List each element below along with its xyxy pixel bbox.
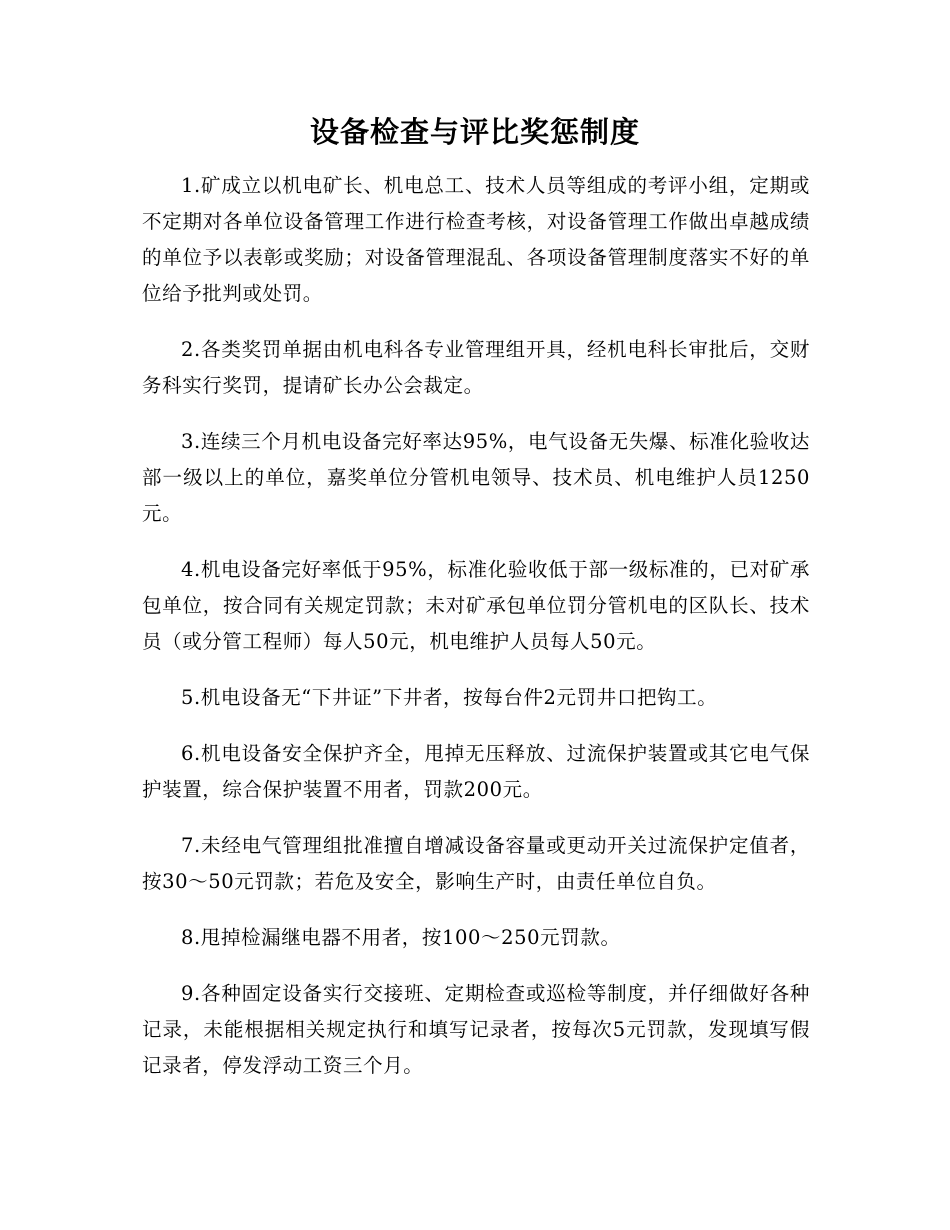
- paragraph-8: 8.甩掉检漏继电器不用者，按100～250元罚款。: [181, 926, 621, 949]
- paragraph-2: 2.各类奖罚单据由机电科各专业管理组开具，经机电科长审批后，交财务科实行奖罚，提请矿长办公会裁定。: [142, 338, 810, 397]
- document-body: [142, 168, 810, 1104]
- page-title: 设备检查与评比奖惩制度: [309, 115, 640, 149]
- paragraph-5: 5.机电设备无“下井证”下井者，按每台件2元罚井口把钩工。: [181, 686, 718, 709]
- paragraph-9: 9.各种固定设备实行交接班、定期检查或巡检等制度，并仔细做好各种记录，未能根据相关规定执行和填写记录者，按每次5元罚款，发现填写假记录者，停发浮动工资三个月。: [142, 982, 810, 1077]
- paragraph-6: 6.机电设备安全保护齐全，甩掉无压释放、过流保护装置或其它电气保护装置，综合保护装置不用者，罚款200元。: [142, 742, 810, 801]
- paragraph-4: 4.机电设备完好率低于95%，标准化验收低于部一级标准的，已对矿承包单位，按合同有关规定罚款；未对矿承包单位罚分管机电的区队长、技术员（或分管工程师）每人50元，机电维护人员每人50元。: [142, 558, 810, 653]
- paragraph-7: 7.未经电气管理组批准擅自增减设备容量或更动开关过流保护定值者，按30～50元罚款；若危及安全，影响生产时，由责任单位自负。: [142, 834, 810, 893]
- paragraph-3: 3.连续三个月机电设备完好率达95%，电气设备无失爆、标准化验收达部一级以上的单位，嘉奖单位分管机电领导、技术员、机电维护人员1250元。: [142, 430, 810, 525]
- paragraph-1: 1.矿成立以机电矿长、机电总工、技术人员等组成的考评小组，定期或不定期对各单位设备管理工作进行检查考核，对设备管理工作做出卓越成绩的单位予以表彰或奖励；对设备管理混乱、各项设备管理制度落实不好的单位给予批判或处罚。: [142, 174, 810, 305]
